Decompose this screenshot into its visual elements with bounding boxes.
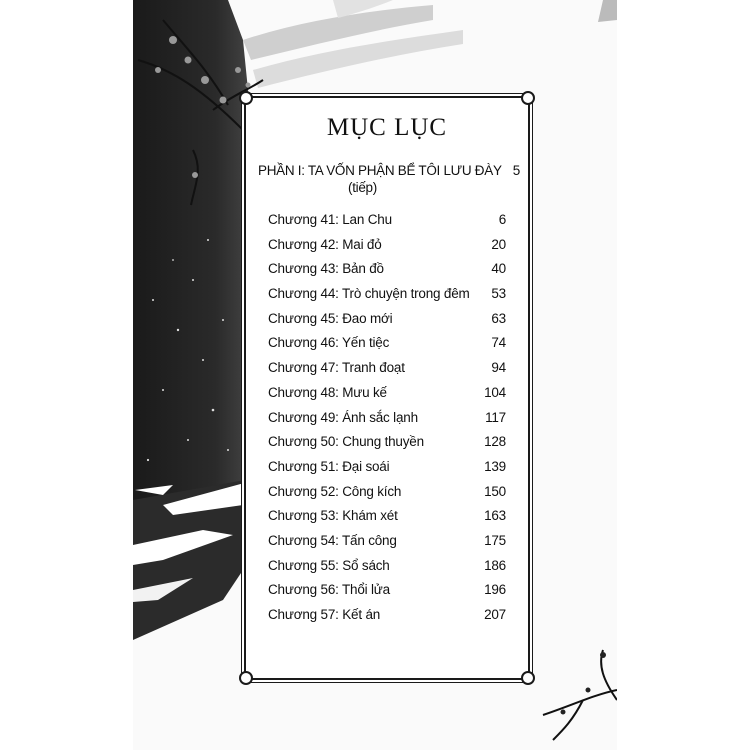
chapter-title: Chương 53: Khám xét: [268, 508, 398, 524]
chapter-page-number: 74: [491, 335, 506, 351]
chapter-title: Chương 44: Trò chuyện trong đêm: [268, 286, 470, 302]
chapter-title: Chương 46: Yến tiệc: [268, 335, 390, 351]
chapter-entry: [268, 208, 506, 233]
chapter-entry: [268, 430, 506, 455]
chapter-entry: [268, 578, 506, 603]
chapter-entry: [268, 257, 506, 282]
chapter-entry: [268, 356, 506, 381]
chapter-title: Chương 56: Thổi lửa: [268, 582, 390, 598]
chapter-title: Chương 48: Mưu kế: [268, 384, 387, 400]
chapter-page-number: 196: [484, 582, 506, 598]
chapter-title: Chương 54: Tấn công: [268, 532, 397, 548]
chapter-entry: [268, 529, 506, 554]
chapter-title: Chương 47: Tranh đoạt: [268, 360, 405, 376]
chapter-title: Chương 43: Bản đồ: [268, 261, 384, 277]
chapter-page-number: 163: [484, 508, 506, 524]
chapter-page-number: 128: [484, 434, 506, 450]
chapter-entry: [268, 381, 506, 406]
chapter-title: Chương 49: Ánh sắc lạnh: [268, 409, 418, 425]
chapter-entry: [268, 406, 506, 431]
chapter-page-number: 139: [484, 458, 506, 474]
chapter-entry: [268, 554, 506, 579]
chapter-title: Chương 55: Sổ sách: [268, 557, 390, 573]
chapter-title: Chương 57: Kết án: [268, 607, 381, 622]
chapter-page-number: 104: [484, 384, 506, 400]
chapter-page-number: 186: [484, 557, 506, 573]
chapter-page-number: 20: [491, 236, 506, 252]
chapter-entry: [268, 282, 506, 307]
chapter-page-number: 207: [484, 607, 506, 622]
chapter-entry: [268, 307, 506, 332]
part-page-number: 5: [512, 163, 520, 178]
chapter-entry: [268, 504, 506, 529]
chapter-list: [268, 208, 506, 628]
chapter-page-number: 40: [491, 261, 506, 277]
toc-heading: MỤC LỤC: [326, 114, 448, 141]
table-of-contents-frame: [244, 96, 530, 680]
chapter-entry: [268, 331, 506, 356]
chapter-page-number: 63: [491, 310, 506, 326]
chapter-entry: [268, 455, 506, 480]
frame-corner-ornament: [521, 671, 535, 685]
part-subtitle: (tiếp): [348, 180, 377, 195]
chapter-page-number: 117: [485, 409, 506, 425]
chapter-page-number: 53: [491, 286, 506, 302]
chapter-title: Chương 41: Lan Chu: [268, 212, 392, 227]
part-title: PHẦN I: TA VỐN PHẬN BỂ TÔI LƯU ĐÀY: [258, 163, 502, 178]
chapter-page-number: 6: [498, 212, 506, 227]
chapter-title: Chương 45: Đao mới: [268, 310, 393, 326]
chapter-entry: [268, 603, 506, 628]
chapter-page-number: 150: [484, 483, 506, 499]
frame-corner-ornament: [239, 91, 253, 105]
chapter-title: Chương 52: Công kích: [268, 483, 402, 499]
chapter-title: Chương 50: Chung thuyền: [268, 434, 424, 450]
chapter-entry: [268, 480, 506, 505]
frame-corner-ornament: [239, 671, 253, 685]
frame-corner-ornament: [521, 91, 535, 105]
chapter-page-number: 94: [491, 360, 506, 376]
chapter-entry: [268, 233, 506, 258]
chapter-title: Chương 42: Mai đỏ: [268, 236, 382, 252]
chapter-page-number: 175: [484, 532, 506, 548]
chapter-title: Chương 51: Đại soái: [268, 458, 390, 474]
